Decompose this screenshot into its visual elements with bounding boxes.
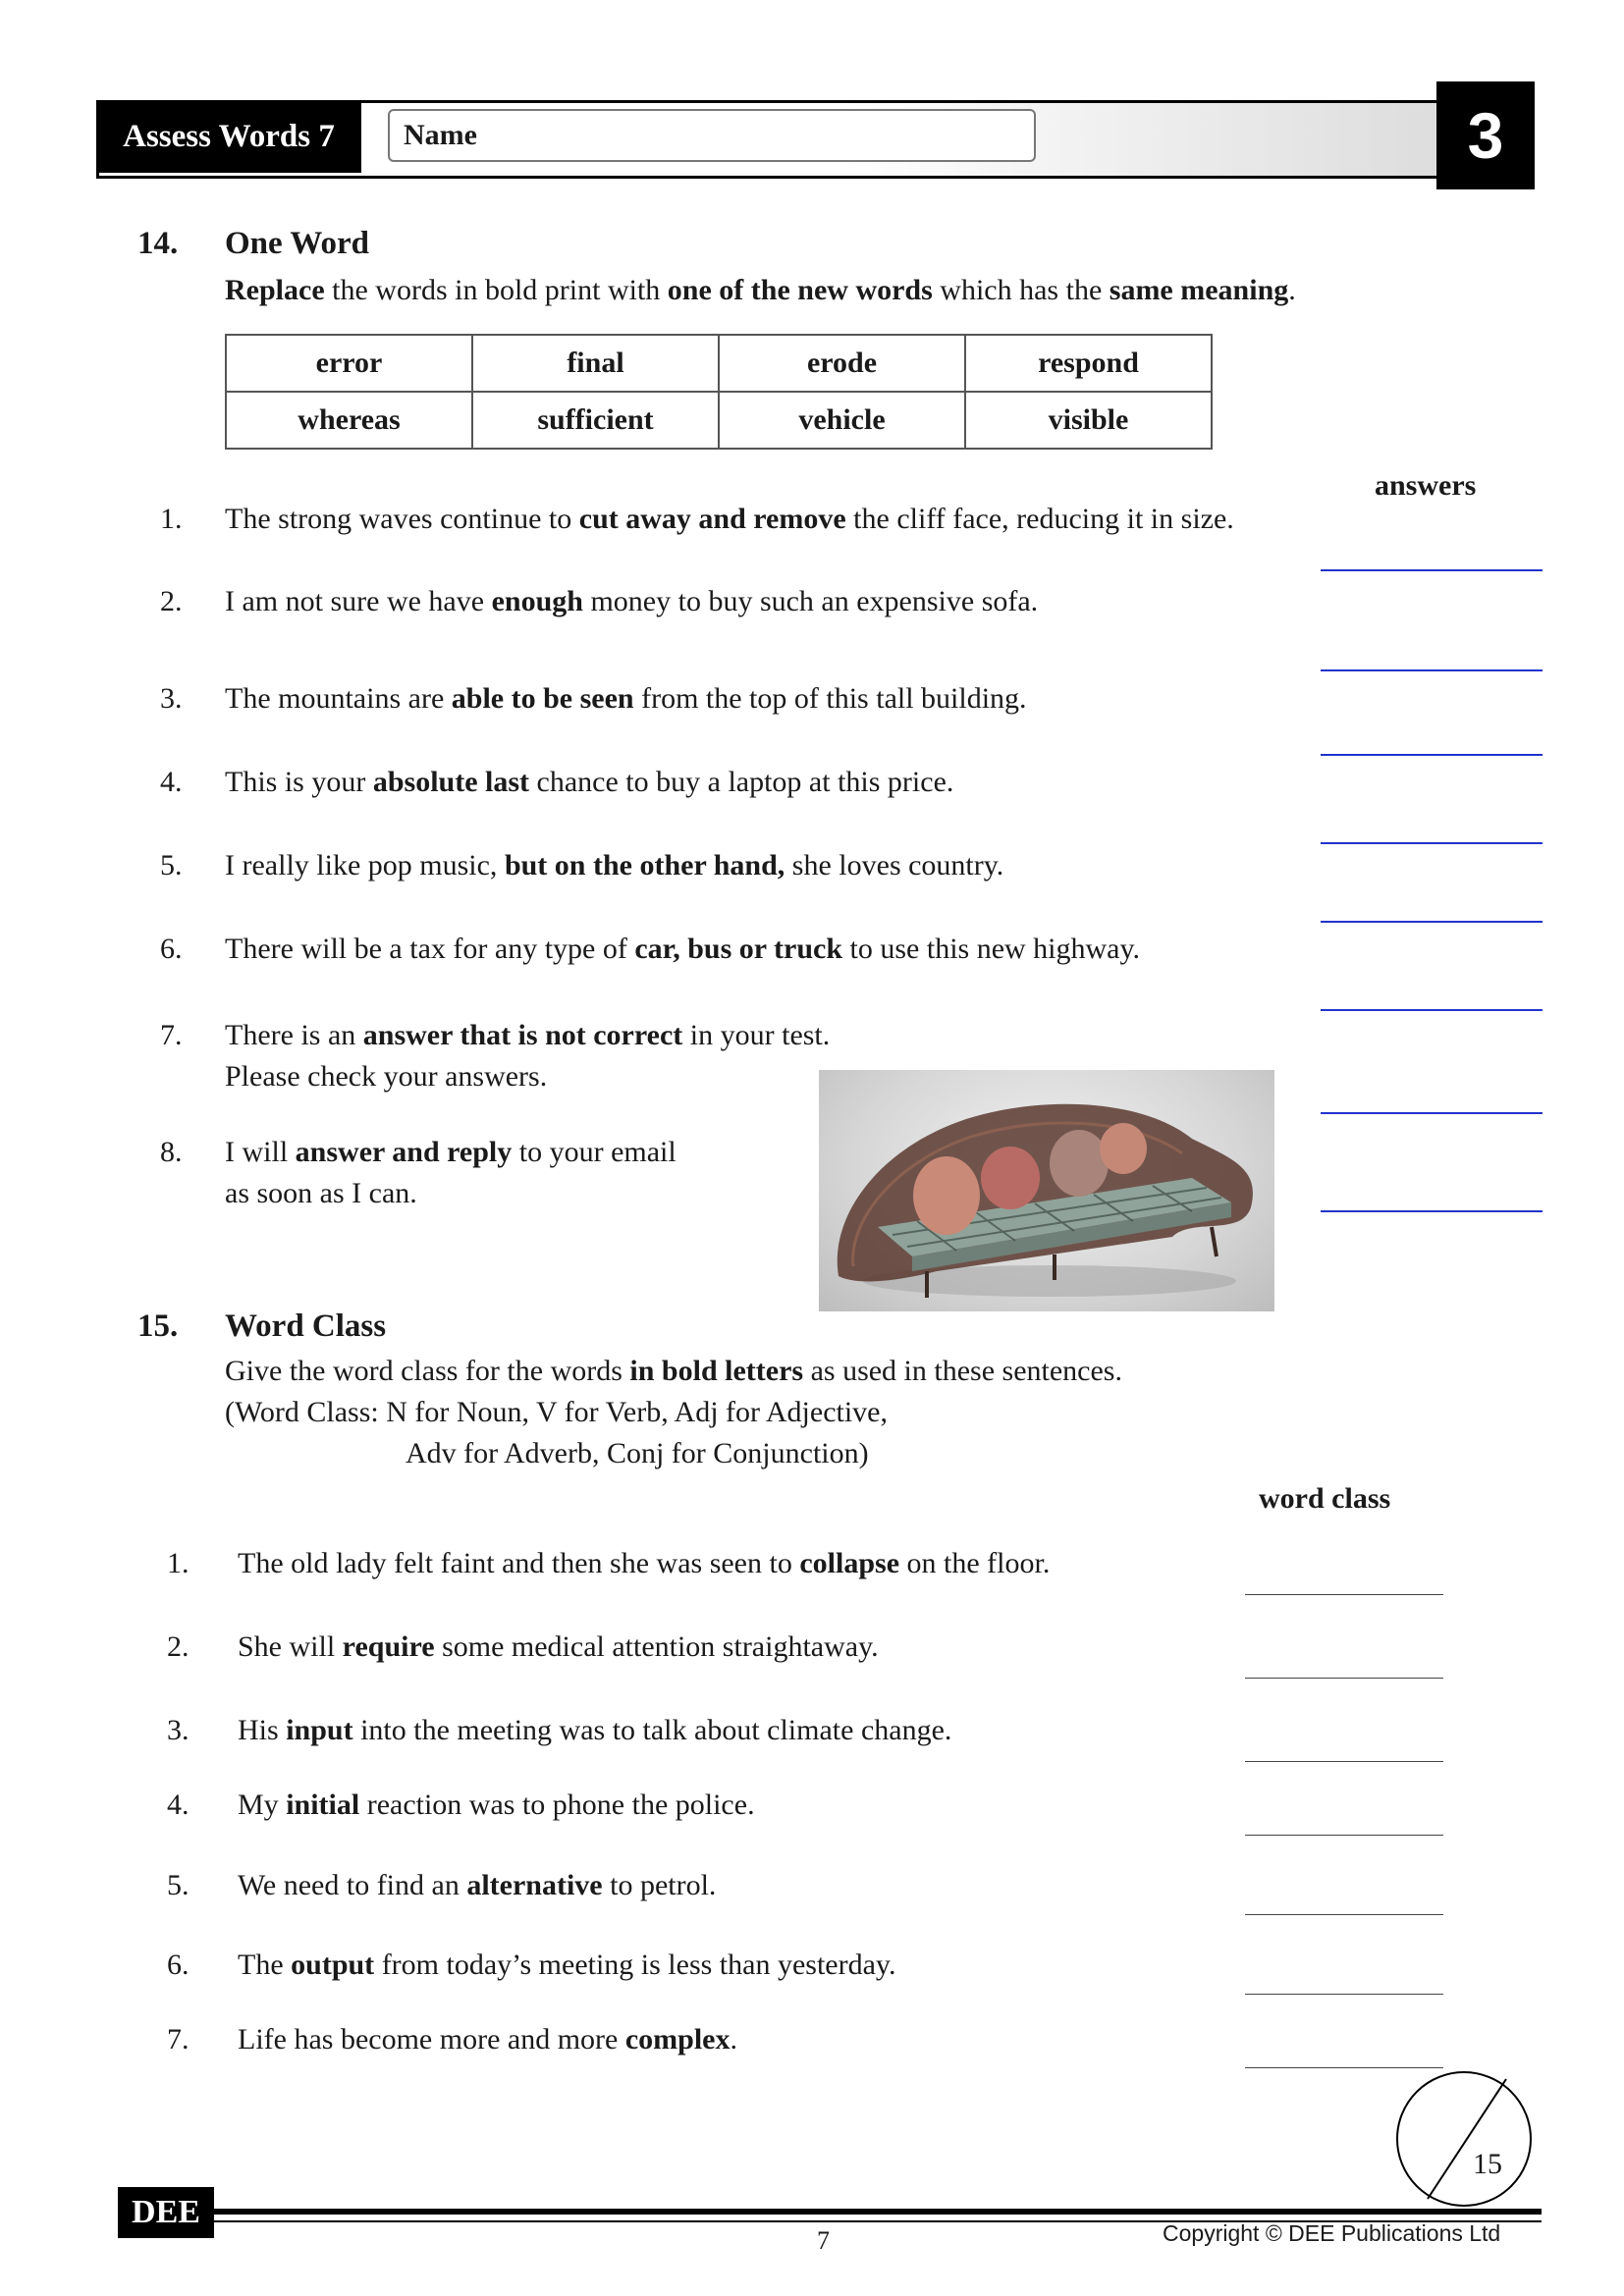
word-class-answer-line[interactable] — [1245, 2067, 1443, 2068]
name-field[interactable]: Name — [388, 109, 1036, 162]
answer-line[interactable] — [1321, 754, 1543, 756]
question-text: There is an answer that is not correct in your test. — [225, 1019, 831, 1051]
answers-column-label: answers — [1375, 469, 1477, 502]
section-14-title: One Word — [225, 226, 370, 261]
question-number: 7. — [167, 2023, 189, 2056]
section-15-number: 15. — [137, 1308, 179, 1344]
section-15-instruction-line2: (Word Class: N for Noun, V for Verb, Adj for Adjective, — [225, 1396, 888, 1428]
question-text: Life has become more and more complex. — [238, 2023, 737, 2056]
question-number: 7. — [160, 1019, 183, 1051]
question-text: I really like pop music, but on the other hand, she loves country. — [225, 849, 1004, 881]
word-bank-cell: final — [472, 335, 719, 392]
word-bank-cell: vehicle — [719, 392, 965, 449]
question-text: I will answer and reply to your email — [225, 1136, 677, 1168]
word-bank-cell: visible — [965, 392, 1212, 449]
word-bank-cell: erode — [719, 335, 965, 392]
sofa-drawing — [819, 1070, 1274, 1311]
word-bank-cell: sufficient — [472, 392, 719, 449]
question-text: I am not sure we have enough money to buy such an expensive sofa. — [225, 585, 1039, 617]
answer-line[interactable] — [1321, 1009, 1543, 1011]
word-bank-cell: error — [226, 335, 472, 392]
question-text: There will be a tax for any type of car, bus or truck to use this new highway. — [225, 933, 1141, 965]
footer-rule-thick — [211, 2209, 1542, 2215]
word-class-column-label: word class — [1259, 1482, 1391, 1515]
word-class-answer-line[interactable] — [1245, 1914, 1443, 1915]
unit-number-badge: 3 — [1436, 81, 1535, 189]
question-number: 3. — [160, 682, 183, 715]
question-number: 3. — [167, 1714, 189, 1746]
question-number: 2. — [160, 585, 183, 617]
answer-line[interactable] — [1321, 569, 1543, 571]
section-15-title: Word Class — [225, 1308, 387, 1344]
question-text: The mountains are able to be seen from the top of this tall building. — [225, 682, 1027, 715]
score-divider — [1398, 2073, 1530, 2205]
question-number: 5. — [167, 1869, 189, 1901]
section-15-instruction-line3: Adv for Adverb, Conj for Conjunction) — [406, 1437, 869, 1469]
question-text: My initial reaction was to phone the police. — [238, 1789, 755, 1821]
question-text: This is your absolute last chance to buy a laptop at this price. — [225, 766, 954, 798]
question-number: 6. — [167, 1949, 189, 1981]
score-total: 15 — [1473, 2148, 1502, 2180]
word-class-answer-line[interactable] — [1245, 1594, 1443, 1595]
word-bank-table — [225, 334, 1213, 450]
question-number: 8. — [160, 1136, 183, 1168]
copyright-notice: Copyright © DEE Publications Ltd — [1163, 2220, 1501, 2246]
answer-line[interactable] — [1321, 669, 1543, 671]
worksheet-title: Assess Words 7 — [96, 100, 361, 173]
word-class-answer-line[interactable] — [1245, 1761, 1443, 1762]
question-text: The output from today’s meeting is less than yesterday. — [238, 1949, 896, 1981]
question-text: She will require some medical attention straightaway. — [238, 1630, 879, 1663]
answer-line[interactable] — [1321, 1210, 1543, 1212]
question-number: 6. — [160, 933, 183, 965]
word-class-answer-line[interactable] — [1245, 1994, 1443, 1995]
word-bank-cell: respond — [965, 335, 1212, 392]
page-number: 7 — [817, 2226, 830, 2255]
section-15-instruction: Give the word class for the words in bold letters as used in these sentences. — [225, 1355, 1122, 1387]
question-number: 2. — [167, 1630, 189, 1663]
question-text: The strong waves continue to cut away and remove the cliff face, reducing it in size. — [225, 503, 1234, 535]
word-class-answer-line[interactable] — [1245, 1678, 1443, 1679]
question-text: The old lady felt faint and then she was seen to collapse on the floor. — [238, 1547, 1051, 1579]
section-14-number: 14. — [137, 226, 179, 261]
question-text: We need to find an alternative to petrol. — [238, 1869, 717, 1901]
sofa-illustration — [819, 1070, 1274, 1311]
word-bank-row — [226, 392, 1212, 449]
score-circle — [1396, 2071, 1532, 2207]
question-number: 4. — [160, 766, 183, 798]
question-text: His input into the meeting was to talk about climate change. — [238, 1714, 952, 1746]
answer-line[interactable] — [1321, 1112, 1543, 1114]
answer-line[interactable] — [1321, 842, 1543, 844]
word-bank-row — [226, 335, 1212, 392]
section-14-instruction: Replace the words in bold print with one of the new words which has the same meaning. — [225, 274, 1296, 306]
question-number: 5. — [160, 849, 183, 881]
question-number: 1. — [167, 1547, 189, 1579]
question-text-continued: Please check your answers. — [225, 1060, 548, 1093]
question-number: 1. — [160, 503, 183, 535]
answer-line[interactable] — [1321, 921, 1543, 923]
question-text-continued: as soon as I can. — [225, 1177, 417, 1209]
word-bank-cell: whereas — [226, 392, 472, 449]
question-number: 4. — [167, 1789, 189, 1821]
publisher-logo: DEE — [118, 2187, 214, 2238]
word-class-answer-line[interactable] — [1245, 1835, 1443, 1836]
